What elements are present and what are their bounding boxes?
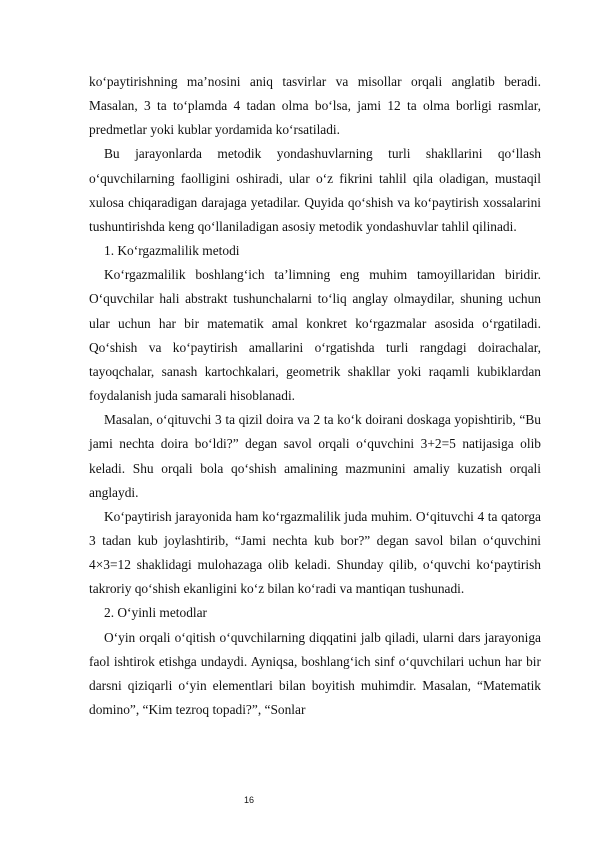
- section-heading-visual-method: 1. Ko‘rgazmalilik metodi: [104, 243, 240, 259]
- paragraph-multiplication-example: Ko‘paytirish jarayonida ham ko‘rgazmalilik juda muhim. O‘qituvchi 4 ta qatorga 3 tadan kub joylashtirib, “Jami nechta kub bor?” degan savol bilan o‘quvchini 4×3=12 shaklidagi mulohazaga olib keladi. Shunday qilib, o‘quvchi ko‘paytirish takroriy qo‘shish ekanligini ko‘z bilan ko‘radi va mantiqan tushunadi.: [89, 508, 541, 597]
- text-body: [89, 70, 541, 722]
- paragraph-continuation: ko‘paytirishning ma’nosini aniq tasvirlar va misollar orqali anglatib beradi. Masalan, 3 ta to‘plamda 4 tadan olma bo‘lsa, jami 12 ta olma borligi rasmlar, predmetlar yoki kublar yordamida ko‘rsatiladi.: [89, 74, 541, 138]
- section-heading-game-methods: 2. O‘yinli metodlar: [104, 605, 208, 621]
- paragraph-visual-method: Ko‘rgazmalilik boshlang‘ich ta’limning eng muhim tamoyillaridan biridir. O‘quvchilar hali abstrakt tushunchalarni to‘liq anglay olmaydilar, shuning uchun ular uchun har bir matematik amal konkret ko‘rgazmalar asosida o‘rgatiladi. Qo‘shish va ko‘paytirish amallarini o‘rgatishda turli rangdagi doirachalar, tayoqchalar, sanash kartochkalari, geometrik shakllar yoki raqamli kubiklardan foydalanish juda samarali hisoblanadi.: [89, 267, 541, 404]
- paragraph-addition-example: Masalan, o‘qituvchi 3 ta qizil doira va 2 ta ko‘k doirani doskaga yopishtirib, “Bu jami nechta doira bo‘ldi?” degan savol orqali o‘quvchini 3+2=5 natijasiga olib keladi. Shu orqali bola qo‘shish amalining mazmunini amaliy kuzatish orqali anglaydi.: [89, 412, 541, 500]
- paragraph-methodical-approaches: Bu jarayonlarda metodik yondashuvlarning turli shakllarini qo‘llash o‘quvchilarning faolligini oshiradi, ular o‘z fikrini tahlil qila oladigan, mustaqil xulosa chiqaradigan darajaga yetadilar. Quyida qo‘shish va ko‘paytirish xossalarini tushuntirishda keng qo‘llaniladigan asosiy metodik yondashuvlar tahlil qilinadi.: [89, 146, 541, 234]
- page-number: 16: [244, 795, 255, 805]
- paragraph-game-methods: O‘yin orqali o‘qitish o‘quvchilarning diqqatini jalb qiladi, ularni dars jarayoniga faol ishtirok etishga undaydi. Ayniqsa, boshlang‘ich sinf o‘quvchilari uchun har bir darsni qiziqarli o‘yin elementlari bilan boyitish muhimdir. Masalan, “Matematik domino”, “Kim tezroq topadi?”, “Sonlar: [89, 629, 541, 718]
